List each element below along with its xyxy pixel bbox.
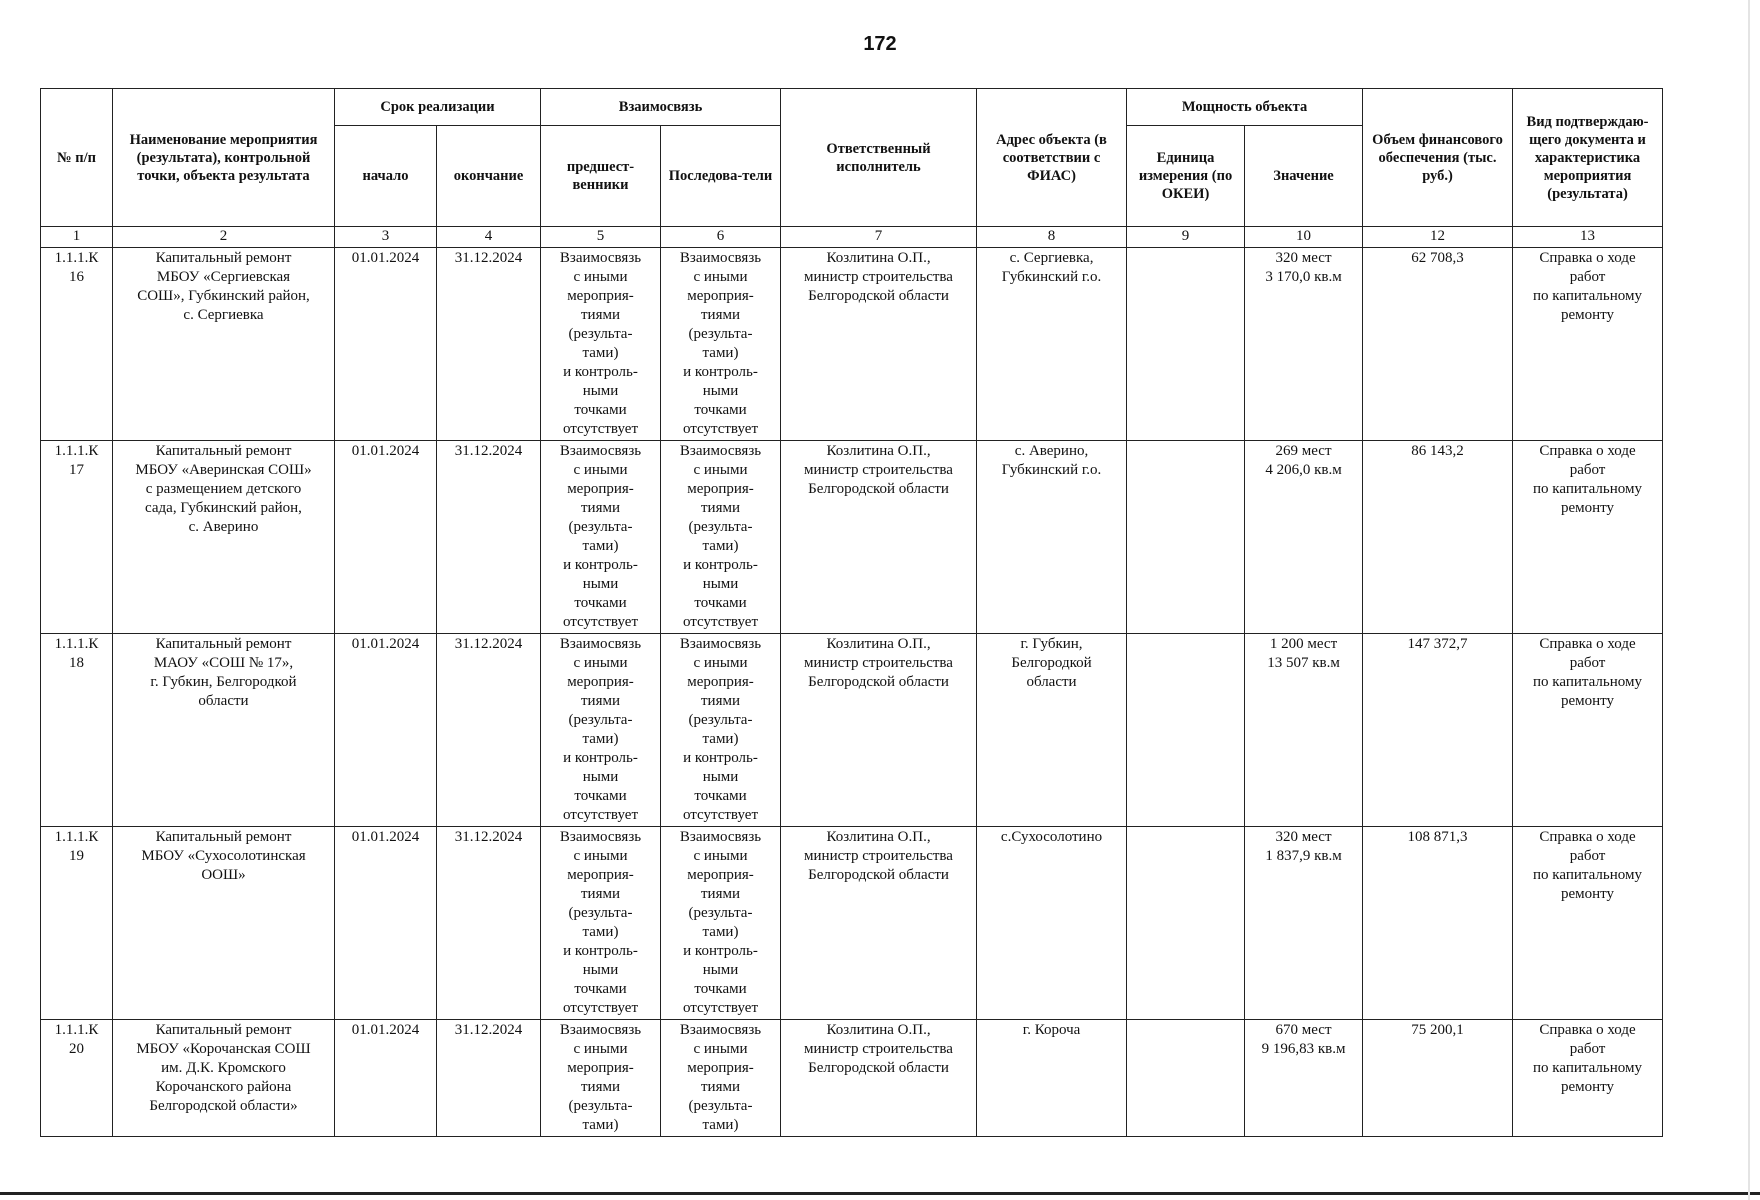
predecessors-line: и контроль- xyxy=(563,557,638,573)
object-address-line: области xyxy=(1026,674,1077,690)
object-address-line: с. Аверино, xyxy=(1014,443,1089,459)
successors-line: с иными xyxy=(693,655,748,671)
capacity-value xyxy=(1245,248,1363,441)
predecessors-line: Взаимосвязь xyxy=(559,829,642,845)
successors-line: тами) xyxy=(702,731,739,747)
row-number xyxy=(41,248,113,441)
header-relation-next: Последова-тели xyxy=(661,126,781,227)
measure-name-line: Капитальный ремонт xyxy=(155,829,292,845)
table-row xyxy=(41,441,1663,634)
bottom-rule xyxy=(0,1192,1760,1195)
table-row xyxy=(41,248,1663,441)
predecessors-line: ными xyxy=(582,383,619,399)
measure-name-line: области xyxy=(198,693,249,709)
row-number-line: 1.1.1.К xyxy=(54,250,99,266)
measure-name xyxy=(113,827,335,1020)
finance-amount-line: 86 143,2 xyxy=(1411,443,1464,459)
capacity-value-line: 9 196,83 кв.м xyxy=(1261,1041,1346,1057)
scan-edge-mark xyxy=(1748,0,1750,1200)
header-relation: Взаимосвязь xyxy=(541,89,781,126)
finance-amount-line: 108 871,3 xyxy=(1407,829,1468,845)
predecessors-line: мероприя- xyxy=(567,288,634,304)
column-number: 5 xyxy=(541,227,661,248)
predecessors-line: с иными xyxy=(573,269,628,285)
executor-line: министр строительства xyxy=(804,848,953,864)
executor-line: Белгородской области xyxy=(808,1060,949,1076)
measures-table xyxy=(40,88,1663,1137)
end-date xyxy=(437,634,541,827)
measure-name-line: с. Аверино xyxy=(188,519,259,535)
predecessors-line: Взаимосвязь xyxy=(559,250,642,266)
object-address-line: г. Губкин, xyxy=(1020,636,1083,652)
predecessors-line: тами) xyxy=(582,1117,619,1133)
document-type-line: по капитальному xyxy=(1533,1060,1642,1076)
executor xyxy=(781,1020,977,1137)
column-number: 7 xyxy=(781,227,977,248)
row-number-line: 1.1.1.К xyxy=(54,1022,99,1038)
start-date-line: 01.01.2024 xyxy=(351,636,420,652)
executor-line: Белгородской области xyxy=(808,288,949,304)
end-date xyxy=(437,827,541,1020)
header-relation-prev: предшест-венники xyxy=(541,126,661,227)
predecessors-line: тами) xyxy=(582,538,619,554)
column-number: 13 xyxy=(1513,227,1663,248)
predecessors xyxy=(541,634,661,827)
executor-line: министр строительства xyxy=(804,655,953,671)
predecessors-line: тиями xyxy=(580,500,620,516)
measure-name-line: Капитальный ремонт xyxy=(155,1022,292,1038)
successors-line: (результа- xyxy=(688,326,753,342)
successors-line: тиями xyxy=(701,693,741,709)
header-address: Адрес объекта (в соответствии с ФИАС) xyxy=(977,89,1127,227)
row-number-line: 1.1.1.К xyxy=(54,829,99,845)
end-date-line: 31.12.2024 xyxy=(454,829,523,845)
header-capacity: Мощность объекта xyxy=(1127,89,1363,126)
row-number-line: 1.1.1.К xyxy=(54,443,99,459)
successors xyxy=(661,248,781,441)
document-type-line: работ xyxy=(1569,269,1606,285)
successors-line: и контроль- xyxy=(683,750,758,766)
header-name: Наименование мероприятия (результата), контрольной точки, объекта результата xyxy=(113,89,335,227)
start-date xyxy=(335,827,437,1020)
predecessors-line: Взаимосвязь xyxy=(559,636,642,652)
capacity-unit xyxy=(1127,248,1245,441)
table-row xyxy=(41,1020,1663,1137)
row-number-line: 19 xyxy=(69,848,84,864)
document-type-line: Справка о ходе xyxy=(1539,1022,1636,1038)
end-date xyxy=(437,1020,541,1137)
object-address xyxy=(977,1020,1127,1137)
successors-line: мероприя- xyxy=(687,1060,754,1076)
object-address xyxy=(977,248,1127,441)
document-type-line: работ xyxy=(1569,462,1606,478)
executor-line: Козлитина О.П., xyxy=(826,636,931,652)
predecessors xyxy=(541,441,661,634)
successors-line: Взаимосвязь xyxy=(679,250,762,266)
predecessors-line: ными xyxy=(582,769,619,785)
predecessors-line: с иными xyxy=(573,848,628,864)
capacity-value xyxy=(1245,827,1363,1020)
object-address-line: Белгородкой xyxy=(1011,655,1092,671)
successors-line: тиями xyxy=(701,500,741,516)
header-period-end: окончание xyxy=(437,126,541,227)
predecessors-line: тами) xyxy=(582,345,619,361)
measure-name-line: с. Сергиевка xyxy=(183,307,264,323)
header-capacity-value: Значение xyxy=(1245,126,1363,227)
header-doc-type: Вид подтверждаю-щего документа и характеристика мероприятия (результата) xyxy=(1513,89,1663,227)
header-period: Срок реализации xyxy=(335,89,541,126)
measure-name xyxy=(113,634,335,827)
capacity-value-line: 3 170,0 кв.м xyxy=(1265,269,1342,285)
object-address xyxy=(977,634,1127,827)
successors-line: мероприя- xyxy=(687,867,754,883)
row-number-line: 18 xyxy=(69,655,84,671)
capacity-unit xyxy=(1127,441,1245,634)
end-date xyxy=(437,248,541,441)
header-num: № п/п xyxy=(41,89,113,227)
successors-line: тами) xyxy=(702,538,739,554)
successors-line: с иными xyxy=(693,269,748,285)
executor-line: Козлитина О.П., xyxy=(826,250,931,266)
successors-line: ными xyxy=(702,576,739,592)
row-number xyxy=(41,1020,113,1137)
executor-line: министр строительства xyxy=(804,1041,953,1057)
successors-line: отсутствует xyxy=(682,1000,759,1016)
successors-line: тиями xyxy=(701,307,741,323)
capacity-value-line: 320 мест xyxy=(1275,829,1332,845)
predecessors-line: Взаимосвязь xyxy=(559,1022,642,1038)
document-type xyxy=(1513,1020,1663,1137)
measure-name-line: г. Губкин, Белгородкой xyxy=(150,674,297,690)
predecessors-line: (результа- xyxy=(568,1098,633,1114)
predecessors-line: тиями xyxy=(580,307,620,323)
successors-line: (результа- xyxy=(688,905,753,921)
document-type xyxy=(1513,441,1663,634)
document-type-line: ремонту xyxy=(1560,1079,1615,1095)
document-type-line: Справка о ходе xyxy=(1539,829,1636,845)
executor-line: Козлитина О.П., xyxy=(826,829,931,845)
object-address-line: с. Сергиевка, xyxy=(1009,250,1094,266)
executor xyxy=(781,441,977,634)
object-address-line: с.Сухосолотино xyxy=(1000,829,1103,845)
finance-amount xyxy=(1363,827,1513,1020)
executor-line: Козлитина О.П., xyxy=(826,443,931,459)
predecessors-line: тиями xyxy=(580,1079,620,1095)
predecessors xyxy=(541,827,661,1020)
successors xyxy=(661,1020,781,1137)
successors-line: тами) xyxy=(702,1117,739,1133)
measure-name-line: им. Д.К. Кромского xyxy=(161,1060,286,1076)
predecessors-line: точками xyxy=(574,981,627,997)
column-number: 10 xyxy=(1245,227,1363,248)
successors xyxy=(661,827,781,1020)
header-executor: Ответственный исполнитель xyxy=(781,89,977,227)
row-number xyxy=(41,827,113,1020)
row-number-line: 20 xyxy=(69,1041,84,1057)
end-date-line: 31.12.2024 xyxy=(454,636,523,652)
predecessors-line: мероприя- xyxy=(567,481,634,497)
executor-line: Козлитина О.П., xyxy=(826,1022,931,1038)
predecessors-line: отсутствует xyxy=(562,614,639,630)
measure-name-line: СОШ», Губкинский район, xyxy=(137,288,310,304)
end-date-line: 31.12.2024 xyxy=(454,1022,523,1038)
successors-line: Взаимосвязь xyxy=(679,829,762,845)
executor xyxy=(781,248,977,441)
start-date-line: 01.01.2024 xyxy=(351,829,420,845)
finance-amount xyxy=(1363,441,1513,634)
document-type-line: ремонту xyxy=(1560,307,1615,323)
measure-name-line: МБОУ «Корочанская СОШ xyxy=(136,1041,311,1057)
predecessors-line: ными xyxy=(582,962,619,978)
end-date-line: 31.12.2024 xyxy=(454,250,523,266)
finance-amount xyxy=(1363,248,1513,441)
successors-line: отсутствует xyxy=(682,614,759,630)
predecessors-line: с иными xyxy=(573,655,628,671)
successors-line: (результа- xyxy=(688,712,753,728)
document-type-line: по капитальному xyxy=(1533,288,1642,304)
successors-line: и контроль- xyxy=(683,364,758,380)
predecessors-line: тами) xyxy=(582,924,619,940)
predecessors-line: отсутствует xyxy=(562,1000,639,1016)
measure-name xyxy=(113,441,335,634)
start-date xyxy=(335,441,437,634)
predecessors-line: с иными xyxy=(573,462,628,478)
column-number: 12 xyxy=(1363,227,1513,248)
column-number: 9 xyxy=(1127,227,1245,248)
predecessors-line: тиями xyxy=(580,693,620,709)
successors-line: с иными xyxy=(693,462,748,478)
start-date xyxy=(335,1020,437,1137)
executor-line: Белгородской области xyxy=(808,674,949,690)
table-row xyxy=(41,827,1663,1020)
finance-amount xyxy=(1363,634,1513,827)
document-type-line: по капитальному xyxy=(1533,867,1642,883)
object-address-line: Губкинский г.о. xyxy=(1001,462,1102,478)
end-date-line: 31.12.2024 xyxy=(454,443,523,459)
predecessors-line: мероприя- xyxy=(567,674,634,690)
column-number: 8 xyxy=(977,227,1127,248)
predecessors-line: (результа- xyxy=(568,326,633,342)
executor xyxy=(781,827,977,1020)
row-number xyxy=(41,634,113,827)
document-type xyxy=(1513,634,1663,827)
executor-line: Белгородской области xyxy=(808,867,949,883)
start-date-line: 01.01.2024 xyxy=(351,443,420,459)
column-number: 4 xyxy=(437,227,541,248)
successors-line: точками xyxy=(694,402,747,418)
measure-name-line: с размещением детского xyxy=(145,481,302,497)
document-type-line: по капитальному xyxy=(1533,481,1642,497)
executor-line: министр строительства xyxy=(804,269,953,285)
measure-name-line: МАОУ «СОШ № 17», xyxy=(153,655,294,671)
predecessors-line: точками xyxy=(574,595,627,611)
capacity-value-line: 4 206,0 кв.м xyxy=(1265,462,1342,478)
successors-line: тиями xyxy=(701,1079,741,1095)
measure-name-line: МБОУ «Сергиевская xyxy=(156,269,291,285)
document-type-line: Справка о ходе xyxy=(1539,443,1636,459)
document-type-line: работ xyxy=(1569,848,1606,864)
column-number: 1 xyxy=(41,227,113,248)
executor-line: министр строительства xyxy=(804,462,953,478)
successors-line: мероприя- xyxy=(687,674,754,690)
document-type xyxy=(1513,827,1663,1020)
column-number: 6 xyxy=(661,227,781,248)
finance-amount xyxy=(1363,1020,1513,1137)
measure-name-line: Капитальный ремонт xyxy=(155,636,292,652)
row-number-line: 1.1.1.К xyxy=(54,636,99,652)
successors-line: Взаимосвязь xyxy=(679,443,762,459)
header-finance: Объем финансового обеспечения (тыс. руб.) xyxy=(1363,89,1513,227)
predecessors-line: тами) xyxy=(582,731,619,747)
successors xyxy=(661,441,781,634)
finance-amount-line: 62 708,3 xyxy=(1411,250,1464,266)
successors-line: Взаимосвязь xyxy=(679,1022,762,1038)
successors-line: с иными xyxy=(693,848,748,864)
table-body xyxy=(41,248,1663,1137)
measure-name-line: МБОУ «Сухосолотинская xyxy=(141,848,306,864)
measure-name-line: Корочанского района xyxy=(155,1079,292,1095)
successors-line: тами) xyxy=(702,345,739,361)
successors-line: (результа- xyxy=(688,519,753,535)
capacity-value-line: 1 200 мест xyxy=(1269,636,1338,652)
start-date-line: 01.01.2024 xyxy=(351,1022,420,1038)
measure-name xyxy=(113,1020,335,1137)
row-number-line: 17 xyxy=(69,462,84,478)
successors-line: мероприя- xyxy=(687,481,754,497)
successors-line: точками xyxy=(694,981,747,997)
successors-line: ными xyxy=(702,769,739,785)
object-address-line: г. Короча xyxy=(1022,1022,1081,1038)
measure-name-line: Белгородской области» xyxy=(149,1098,298,1114)
finance-amount-line: 75 200,1 xyxy=(1411,1022,1464,1038)
column-number: 2 xyxy=(113,227,335,248)
successors-line: отсутствует xyxy=(682,421,759,437)
start-date xyxy=(335,634,437,827)
predecessors-line: отсутствует xyxy=(562,807,639,823)
successors-line: точками xyxy=(694,595,747,611)
finance-amount-line: 147 372,7 xyxy=(1407,636,1468,652)
document-type xyxy=(1513,248,1663,441)
capacity-value-line: 269 мест xyxy=(1275,443,1332,459)
successors-line: (результа- xyxy=(688,1098,753,1114)
capacity-unit xyxy=(1127,1020,1245,1137)
successors xyxy=(661,634,781,827)
predecessors-line: (результа- xyxy=(568,712,633,728)
capacity-value xyxy=(1245,634,1363,827)
measure-name-line: ООШ» xyxy=(201,867,246,883)
object-address xyxy=(977,827,1127,1020)
successors-line: отсутствует xyxy=(682,807,759,823)
successors-line: с иными xyxy=(693,1041,748,1057)
document-type-line: ремонту xyxy=(1560,500,1615,516)
header-period-start: начало xyxy=(335,126,437,227)
capacity-value xyxy=(1245,1020,1363,1137)
document-type-line: Справка о ходе xyxy=(1539,636,1636,652)
capacity-value-line: 320 мест xyxy=(1275,250,1332,266)
document-type-line: работ xyxy=(1569,655,1606,671)
measure-name-line: Капитальный ремонт xyxy=(155,250,292,266)
predecessors-line: точками xyxy=(574,402,627,418)
row-number-line: 16 xyxy=(69,269,84,285)
successors-line: точками xyxy=(694,788,747,804)
row-number xyxy=(41,441,113,634)
header-capacity-unit: Единица измерения (по ОКЕИ) xyxy=(1127,126,1245,227)
successors-line: тиями xyxy=(701,886,741,902)
measure-name-line: сада, Губкинский район, xyxy=(145,500,302,516)
executor xyxy=(781,634,977,827)
executor-line: Белгородской области xyxy=(808,481,949,497)
measure-name-line: Капитальный ремонт xyxy=(155,443,292,459)
predecessors-line: (результа- xyxy=(568,519,633,535)
predecessors xyxy=(541,248,661,441)
successors-line: ными xyxy=(702,383,739,399)
capacity-value xyxy=(1245,441,1363,634)
successors-line: и контроль- xyxy=(683,557,758,573)
successors-line: ными xyxy=(702,962,739,978)
predecessors-line: отсутствует xyxy=(562,421,639,437)
start-date xyxy=(335,248,437,441)
predecessors xyxy=(541,1020,661,1137)
object-address xyxy=(977,441,1127,634)
capacity-value-line: 670 мест xyxy=(1275,1022,1332,1038)
predecessors-line: Взаимосвязь xyxy=(559,443,642,459)
predecessors-line: тиями xyxy=(580,886,620,902)
capacity-unit xyxy=(1127,634,1245,827)
capacity-value-line: 1 837,9 кв.м xyxy=(1265,848,1342,864)
predecessors-line: ными xyxy=(582,576,619,592)
column-number-row xyxy=(41,227,1663,248)
page-number: 172 xyxy=(863,33,897,55)
table-row xyxy=(41,634,1663,827)
column-number: 3 xyxy=(335,227,437,248)
measure-name xyxy=(113,248,335,441)
predecessors-line: мероприя- xyxy=(567,1060,634,1076)
document-type-line: ремонту xyxy=(1560,886,1615,902)
predecessors-line: мероприя- xyxy=(567,867,634,883)
document-type-line: работ xyxy=(1569,1041,1606,1057)
successors-line: и контроль- xyxy=(683,943,758,959)
predecessors-line: точками xyxy=(574,788,627,804)
document-type-line: по капитальному xyxy=(1533,674,1642,690)
end-date xyxy=(437,441,541,634)
predecessors-line: и контроль- xyxy=(563,943,638,959)
capacity-unit xyxy=(1127,827,1245,1020)
measure-name-line: МБОУ «Аверинская СОШ» xyxy=(135,462,312,478)
document-type-line: ремонту xyxy=(1560,693,1615,709)
object-address-line: Губкинский г.о. xyxy=(1001,269,1102,285)
document-type-line: Справка о ходе xyxy=(1539,250,1636,266)
predecessors-line: и контроль- xyxy=(563,750,638,766)
start-date-line: 01.01.2024 xyxy=(351,250,420,266)
predecessors-line: с иными xyxy=(573,1041,628,1057)
capacity-value-line: 13 507 кв.м xyxy=(1267,655,1340,671)
predecessors-line: и контроль- xyxy=(563,364,638,380)
predecessors-line: (результа- xyxy=(568,905,633,921)
successors-line: мероприя- xyxy=(687,288,754,304)
successors-line: тами) xyxy=(702,924,739,940)
successors-line: Взаимосвязь xyxy=(679,636,762,652)
